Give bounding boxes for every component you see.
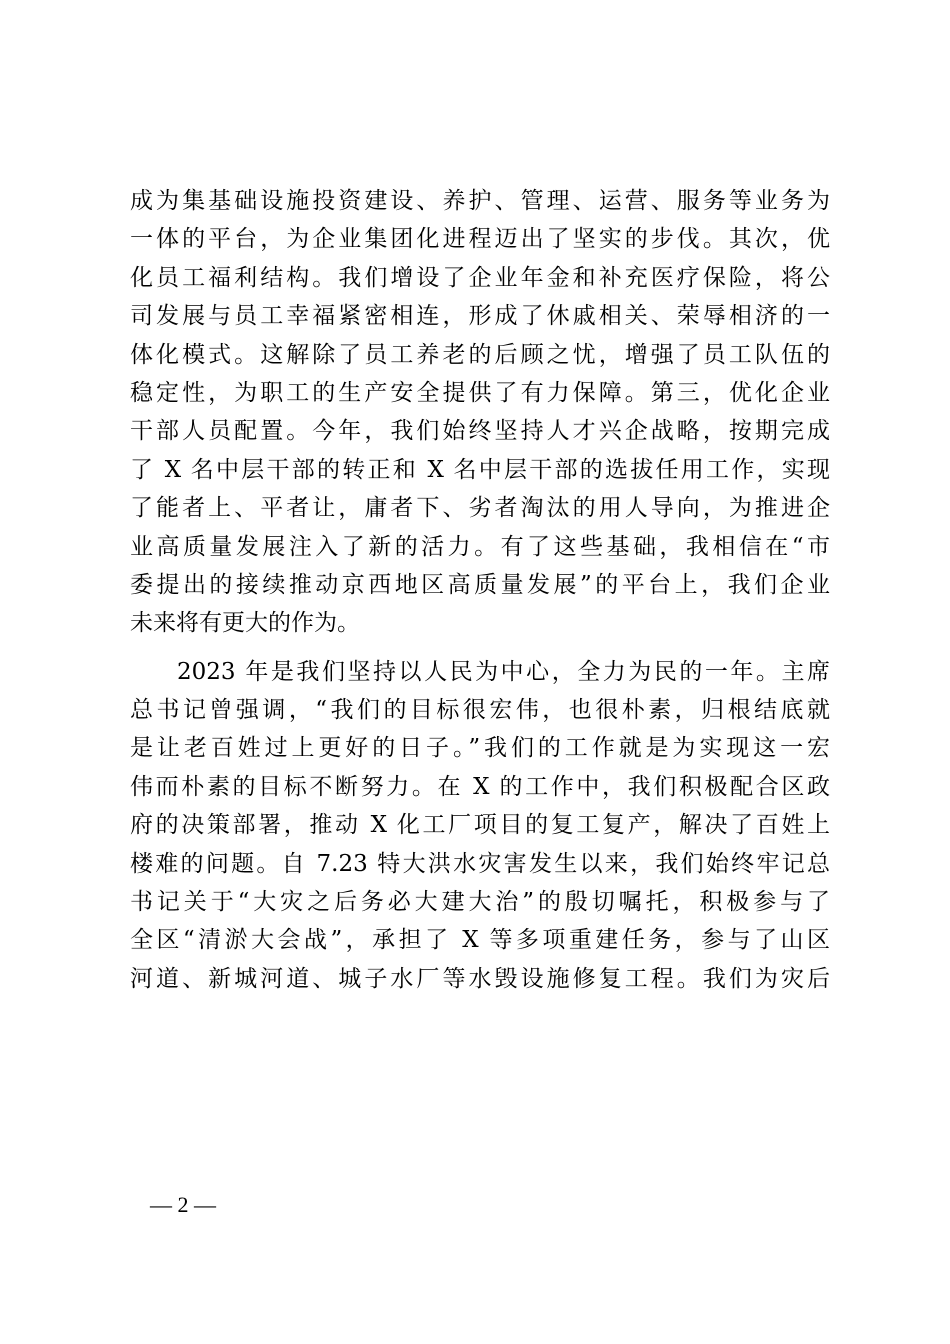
text-line: 体化模式。这解除了员工养老的后顾之忧，增强了员工队伍的 [130, 341, 830, 368]
text-line: 总书记曾强调，“我们的目标很宏伟，也很朴素，归根结底就 [130, 697, 830, 724]
paragraph-spacer [130, 643, 830, 653]
text-line: 伟而朴素的目标不断努力。在 X 的工作中，我们积极配合区政 [130, 773, 830, 800]
text-line: 稳定性，为职工的生产安全提供了有力保障。第三，优化企业 [130, 379, 830, 406]
paragraph-1 [130, 182, 830, 643]
text-line: 府的决策部署，推动 X 化工厂项目的复工复产，解决了百姓上 [130, 812, 830, 839]
text-line: 河道、新城河道、城子水厂等水毁设施修复工程。我们为灾后 [130, 965, 830, 992]
page-number: — 2 — [150, 1192, 216, 1217]
text-line: 是让老百姓过上更好的日子。”我们的工作就是为实现这一宏 [130, 735, 830, 762]
text-line: 未来将有更大的作为。 [130, 610, 360, 637]
text-line: 全区“清淤大会战”，承担了 X 等多项重建任务，参与了山区 [130, 927, 830, 954]
text-line: 书记关于“大灾之后务必大建大治”的殷切嘱托，积极参与了 [130, 889, 830, 916]
text-line: 化员工福利结构。我们增设了企业年金和补充医疗保险，将公 [130, 264, 830, 291]
text-line: 2023 年是我们坚持以人民为中心，全力为民的一年。主席 [177, 658, 830, 685]
text-line: 干部人员配置。今年，我们始终坚持人才兴企战略，按期完成 [130, 418, 830, 445]
text-line: 成为集基础设施投资建设、养护、管理、运营、服务等业务为 [130, 188, 830, 214]
text-line: 司发展与员工幸福紧密相连，形成了休戚相关、荣辱相济的一 [130, 303, 830, 330]
text-line: 委提出的接续推动京西地区高质量发展”的平台上，我们企业 [130, 571, 830, 598]
paragraph-2 [130, 653, 830, 999]
text-line: 了能者上、平者让，庸者下、劣者淘汰的用人导向，为推进企 [130, 495, 830, 522]
text-line: 楼难的问题。自 7.23 特大洪水灾害发生以来，我们始终牢记总 [130, 850, 830, 877]
text-line: 一体的平台，为企业集团化进程迈出了坚实的步伐。其次，优 [130, 226, 830, 253]
text-line: 业高质量发展注入了新的活力。有了这些基础，我相信在“市 [130, 533, 830, 560]
document-body [130, 182, 830, 998]
text-line: 了 X 名中层干部的转正和 X 名中层干部的选拔任用工作，实现 [130, 456, 830, 483]
